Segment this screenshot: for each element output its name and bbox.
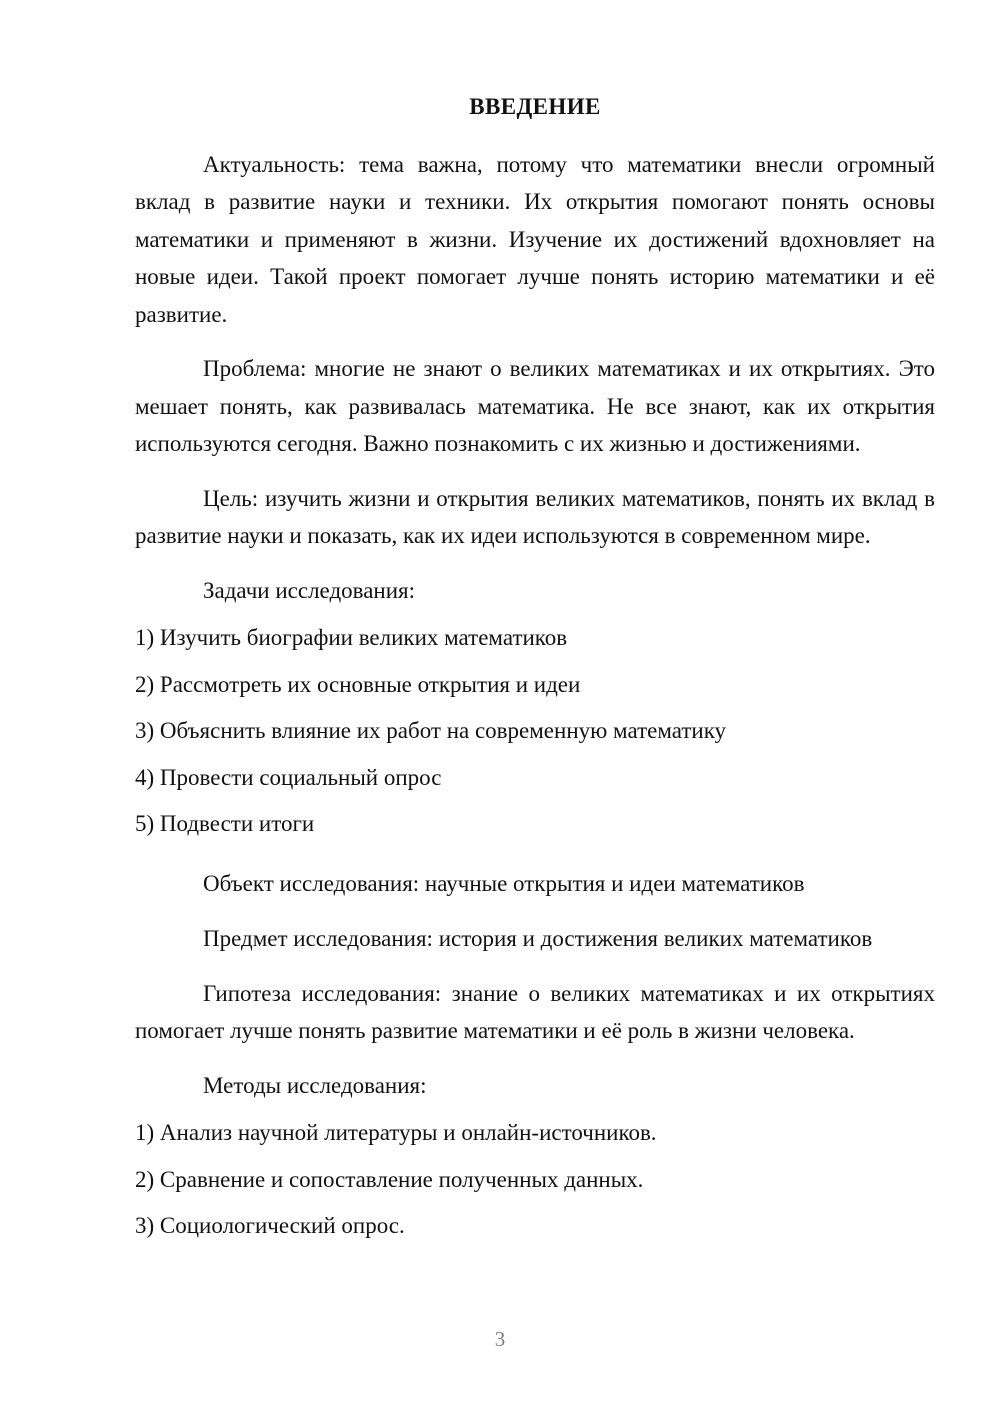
paragraph-goal: Цель: изучить жизни и открытия великих математиков, понять их вклад в развитие науки и показать, как их идеи используются в современном мире. [135, 485, 935, 549]
list-item: 3) Объяснить влияние их работ на современную математику [135, 718, 727, 744]
list-item: 3) Социологический опрос. [135, 1213, 405, 1239]
page-title: ВВЕДЕНИЕ [469, 94, 601, 119]
document-body [135, 0, 935, 1245]
page-number: 3 [494, 1327, 506, 1351]
tasks-label: Задачи исследования: [203, 577, 416, 603]
list-item: 1) Изучить биографии великих математиков [135, 625, 568, 651]
paragraph-object: Объект исследования: научные открытия и идеи математиков [203, 870, 805, 896]
list-item: 5) Подвести итоги [135, 811, 315, 837]
list-item: 1) Анализ научной литературы и онлайн-источников. [135, 1120, 657, 1146]
tasks-list [135, 609, 935, 843]
list-item: 2) Рассмотреть их основные открытия и идеи [135, 671, 581, 697]
paragraph-problem: Проблема: многие не знают о великих математиках и их открытиях. Это мешает понять, как развивалась математика. Не все знают, как их открытия используются сегодня. Важно познакомить с их жизнью и достижениями. [135, 356, 935, 457]
paragraph-relevance: Актуальность: тема важна, потому что математики внесли огромный вклад в развитие науки и техники. Их открытия помогают понять основы математики и применяют в жизни. Изучение их достижений вдохновляет на новые идеи. Такой проект помогает лучше понять историю математики и её развитие. [135, 151, 935, 327]
methods-label: Методы исследования: [203, 1072, 427, 1098]
list-item: 4) Провести социальный опрос [135, 764, 442, 790]
paragraph-subject: Предмет исследования: история и достижения великих математиков [203, 926, 873, 952]
methods-list [135, 1104, 935, 1245]
paragraph-hypothesis: Гипотеза исследования: знание о великих математиках и их открытиях помогает лучше понять развитие математики и её роль в жизни человека. [135, 980, 935, 1044]
list-item: 2) Сравнение и сопоставление полученных данных. [135, 1166, 644, 1192]
